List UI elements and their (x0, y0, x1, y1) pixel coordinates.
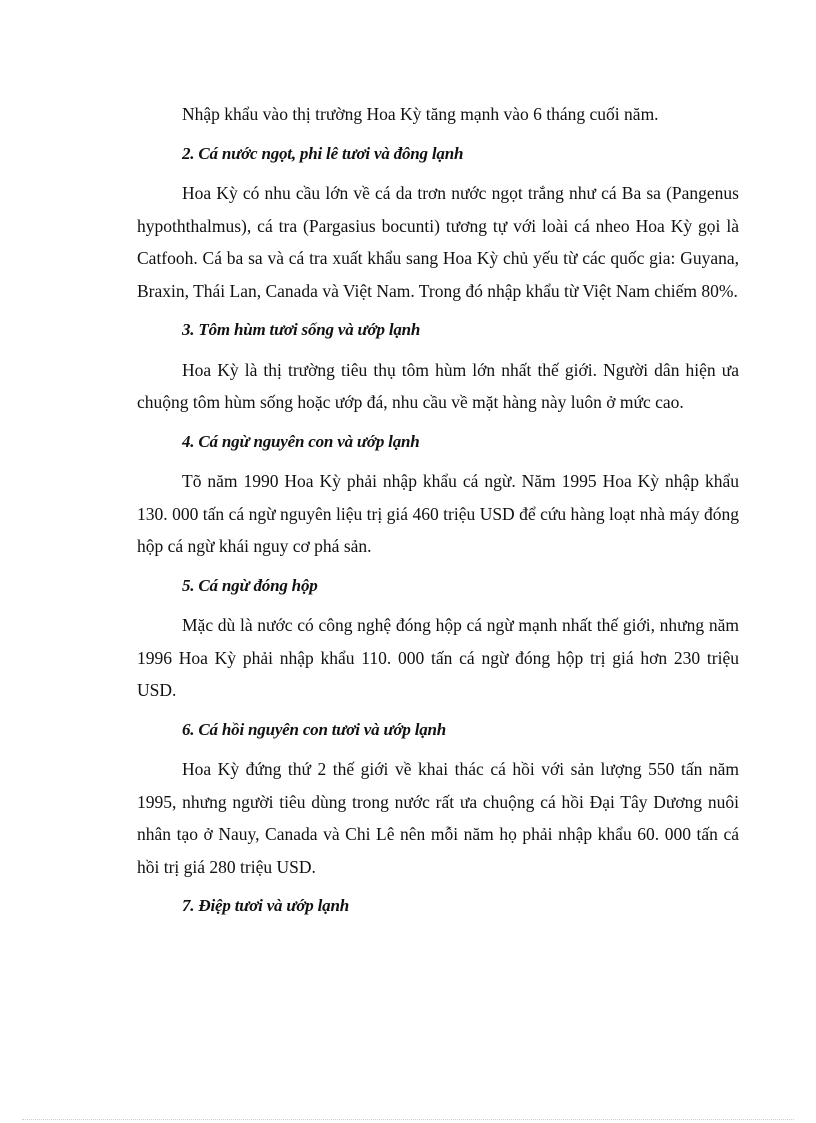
paragraph-freshwater-fish: Hoa Kỳ có nhu cầu lớn về cá da trơn nước ngọt trắng như cá Ba sa (Pangenus hypoththalmus), cá tra (Pargasius bocunti) tương tự với loài cá nheo Hoa Kỳ gọi là Catfooh. Cá ba sa và cá tra xuất khẩu sang Hoa Kỳ chủ yếu từ các quốc gia: Guyana, Braxin, Thái Lan, Canada và Việt Nam. Trong đó nhập khẩu từ Việt Nam chiếm 80%. (137, 183, 739, 301)
paragraph-lobster: Hoa Kỳ là thị trường tiêu thụ tôm hùm lớn nhất thế giới. Người dân hiện ưa chuộng tôm hùm sống hoặc ướp đá, nhu cầu về mặt hàng này luôn ở mức cao. (137, 359, 739, 412)
heading-lobster: 3. Tôm hùm tươi sống và ướp lạnh (182, 320, 421, 339)
heading-freshwater-fish: 2. Cá nước ngọt, phi lê tươi và đông lạnh (182, 143, 464, 163)
heading-whole-tuna: 4. Cá ngừ nguyên con và ướp lạnh (182, 431, 420, 451)
paragraph-whole-tuna: Tõ năm 1990 Hoa Kỳ phải nhập khẩu cá ngừ. Năm 1995 Hoa Kỳ nhập khẩu 130. 000 tấn cá ngừ nguyên liệu trị giá 460 triệu USD để cứu hàng loạt nhà máy đóng hộp cá ngừ khái nguy cơ phá sản. (137, 471, 739, 556)
heading-canned-tuna: 5. Cá ngừ đóng hộp (182, 575, 318, 595)
page-bottom-divider (22, 1119, 794, 1120)
document-body (137, 98, 739, 930)
paragraph-import-increase: Nhập khẩu vào thị trường Hoa Kỳ tăng mạnh vào 6 tháng cuối năm. (182, 104, 659, 124)
heading-salmon: 6. Cá hồi nguyên con tươi và ướp lạnh (182, 719, 447, 739)
heading-scallop: 7. Điệp tươi và ướp lạnh (182, 896, 349, 915)
paragraph-canned-tuna: Mặc dù là nước có công nghệ đóng hộp cá ngừ mạnh nhất thế giới, nhưng năm 1996 Hoa Kỳ phải nhập khẩu 110. 000 tấn cá ngừ đóng hộp trị giá hơn 230 triệu USD. (137, 615, 739, 700)
paragraph-salmon: Hoa Kỳ đứng thứ 2 thế giới về khai thác cá hồi với sản lượng 550 tấn năm 1995, nhưng người tiêu dùng trong nước rất ưa chuộng cá hồi Đại Tây Dương nuôi nhân tạo ở Nauy, Canada và Chi Lê nên mỗi năm họ phải nhập khẩu 60. 000 tấn cá hồi trị giá 280 triệu USD. (137, 759, 739, 877)
